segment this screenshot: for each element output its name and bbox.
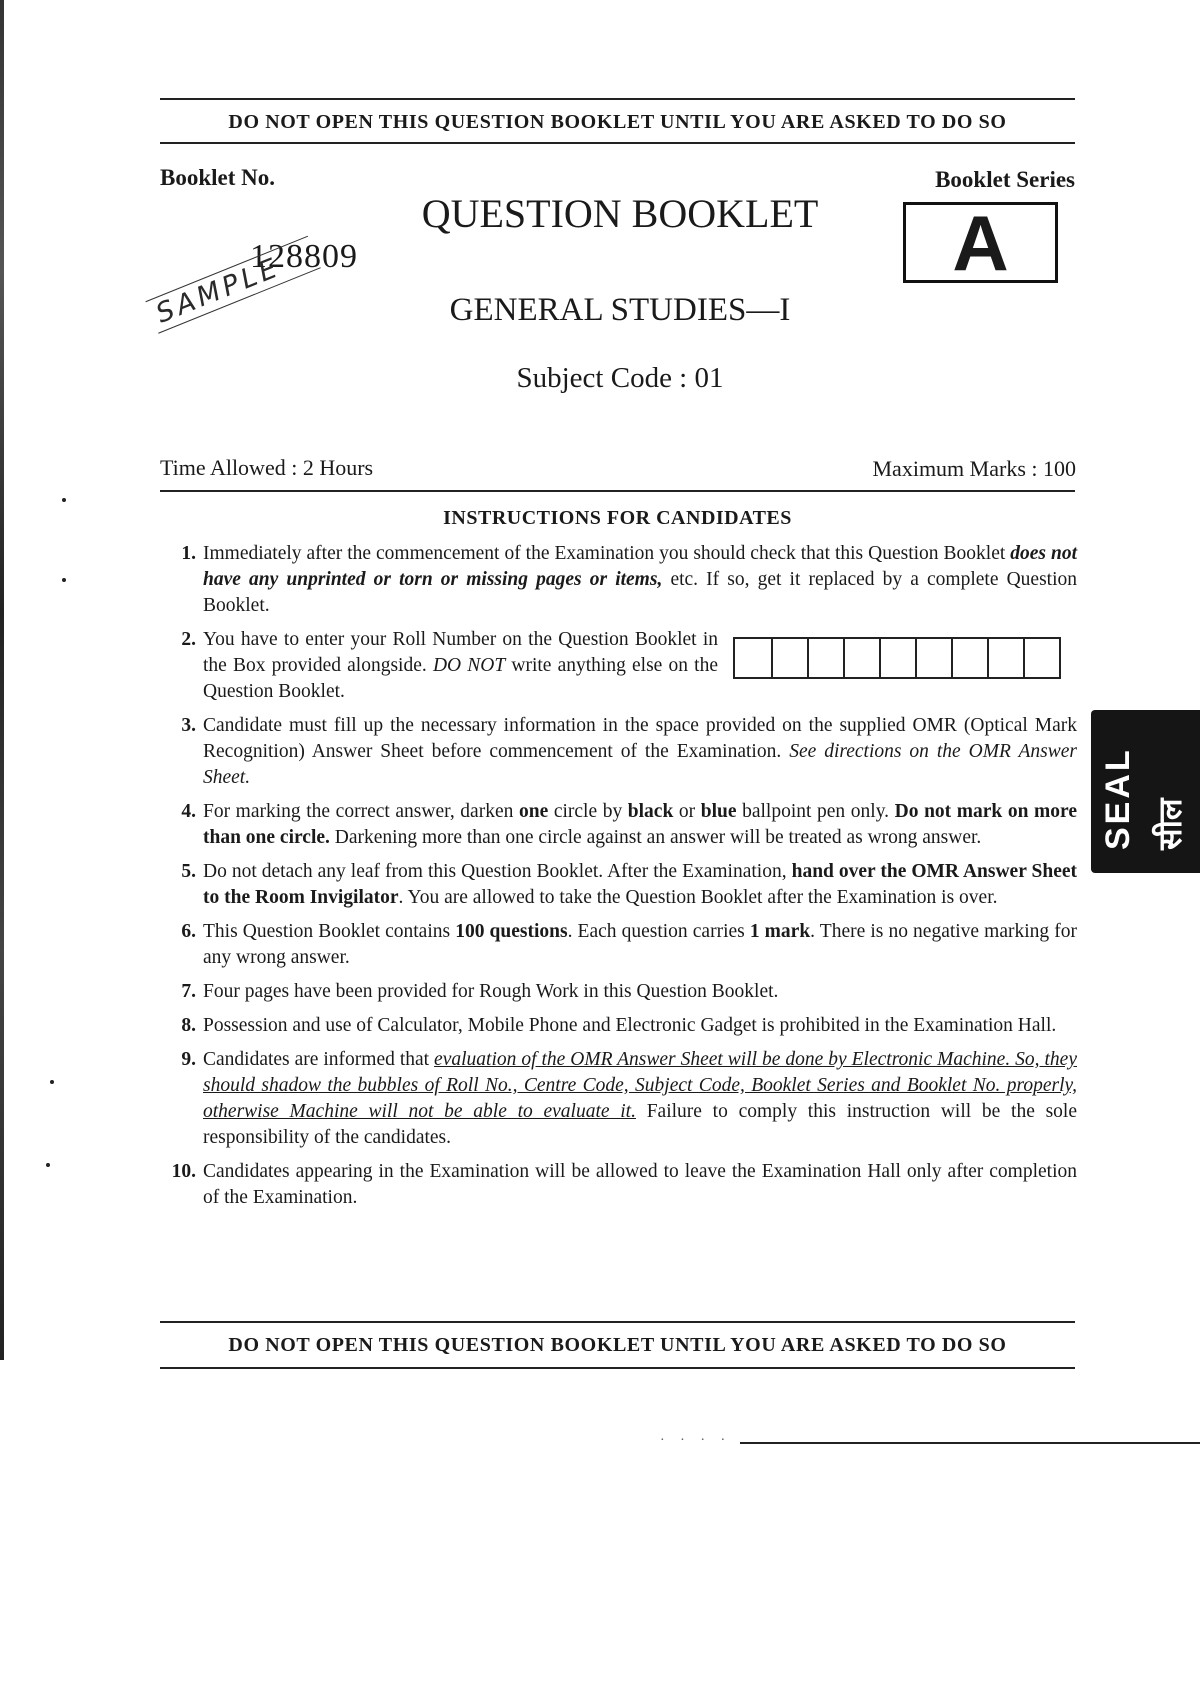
booklet-series-value: A (952, 198, 1009, 287)
instruction-text-run: does not have any unprinted or torn or missing pages or items, (203, 543, 1077, 590)
roll-number-cell[interactable] (843, 639, 879, 677)
instruction-text-run: Candidates appearing in the Examination will be allowed to leave the Examination Hall only after completion of the Examination. (203, 1161, 1077, 1208)
instruction-text-run: circle by (548, 801, 628, 822)
section-rule (160, 490, 1075, 492)
subject-code: Subject Code : 01 (516, 362, 724, 394)
top-warning-banner: DO NOT OPEN THIS QUESTION BOOKLET UNTIL YOU ARE ASKED TO DO SO (228, 111, 1007, 133)
instructions-list (160, 541, 1077, 1219)
instruction-item (160, 713, 1077, 791)
booklet-number-value: 128809 (250, 238, 358, 275)
binding-edge (0, 0, 4, 1360)
roll-number-cell[interactable] (735, 639, 771, 677)
bottom-warning-banner: DO NOT OPEN THIS QUESTION BOOKLET UNTIL YOU ARE ASKED TO DO SO (228, 1334, 1007, 1356)
instructions-heading: INSTRUCTIONS FOR CANDIDATES (443, 507, 792, 529)
instruction-text-run: DO NOT (432, 655, 506, 676)
instruction-text (203, 1159, 1077, 1211)
instruction-number: 8. (181, 1015, 196, 1036)
roll-number-cell[interactable] (915, 639, 951, 677)
instruction-number: 3. (181, 715, 196, 736)
instruction-text-run: Possession and use of Calculator, Mobile Phone and Electronic Gadget is prohibited in the Examination Hall. (203, 1015, 1057, 1036)
instruction-text-run: Do not mark on more than one circle. (203, 801, 1077, 848)
roll-number-cell[interactable] (987, 639, 1023, 677)
instruction-text-run: Immediately after the commencement of the Examination you should check that this Question Booklet (203, 543, 1011, 564)
booklet-number-label: Booklet No. (160, 165, 275, 190)
booklet-title: QUESTION BOOKLET (421, 191, 819, 236)
bottom-rule-lower (160, 1367, 1075, 1369)
instruction-text-run: Four pages have been provided for Rough Work in this Question Booklet. (203, 981, 779, 1002)
instruction-text-run: write anything else on the Question Booklet. (203, 655, 718, 702)
scan-speck (50, 1080, 54, 1084)
instruction-text-run: ballpoint pen only. (736, 801, 895, 822)
instruction-text-run: 1 mark (749, 921, 811, 942)
stamp-text: SAMPLE (151, 251, 286, 330)
instruction-number: 4. (181, 801, 196, 822)
instruction-text (203, 1013, 1077, 1039)
instruction-text-run: You have to enter your Roll Number on the Question Booklet in the Box provided alongside. (203, 629, 718, 676)
instruction-item (160, 1013, 1077, 1039)
instruction-text (203, 919, 1077, 971)
roll-number-cell[interactable] (771, 639, 807, 677)
instruction-text-run: See directions on the OMR Answer Sheet. (203, 741, 1077, 788)
instruction-text-run: . Each question carries (567, 921, 750, 942)
roll-number-cell[interactable] (807, 639, 843, 677)
instruction-text-run: etc. If so, get it replaced by a complete Question Booklet. (203, 569, 1078, 616)
instruction-number: 9. (181, 1049, 196, 1070)
roll-number-cell[interactable] (879, 639, 915, 677)
instruction-item (160, 627, 1077, 705)
instruction-text-run: black (627, 801, 674, 822)
scan-speck (62, 498, 66, 502)
sample-stamp (145, 236, 320, 334)
instruction-text (203, 713, 1077, 791)
bottom-rule-upper (160, 1321, 1075, 1323)
instruction-text-run: or (673, 801, 701, 822)
instruction-text (203, 799, 1077, 851)
instruction-text-run: 100 questions (455, 921, 568, 942)
instruction-item (160, 1047, 1077, 1151)
roll-number-cell[interactable] (951, 639, 987, 677)
instruction-number: 2. (181, 629, 196, 650)
scan-speck (62, 578, 66, 582)
instruction-text (203, 859, 1077, 911)
instruction-text-run: evaluation of the OMR Answer Sheet will be done by Electronic Machine. So, they should shadow the bubbles of Roll No., Centre Code, Subject Code, Booklet Series and Booklet No. properly, otherwise Machine will not be able to evaluate it. (203, 1049, 1077, 1122)
instruction-text (203, 979, 1077, 1005)
booklet-series-label: Booklet Series (935, 167, 1075, 192)
seal-label-english: SEAL (1099, 747, 1137, 850)
top-rule-lower (160, 142, 1075, 144)
instruction-item (160, 859, 1077, 911)
instruction-text (203, 1047, 1077, 1151)
instruction-number: 6. (181, 921, 196, 942)
instruction-text-run: . You are allowed to take the Question Booklet after the Examination is over. (398, 887, 998, 908)
instruction-text-run: Do not detach any leaf from this Question Booklet. After the Examination, (203, 861, 792, 882)
time-allowed: Time Allowed : 2 Hours (160, 455, 374, 480)
instruction-item (160, 1159, 1077, 1211)
subject-title: GENERAL STUDIES—I (449, 292, 791, 328)
instruction-text (203, 541, 1077, 619)
booklet-series-box (903, 198, 1058, 287)
instruction-text-run: Darkening more than one circle against an answer will be treated as wrong answer. (329, 827, 982, 848)
instruction-text-run: Candidates are informed that (203, 1049, 435, 1070)
instruction-item (160, 919, 1077, 971)
instruction-text-run: one (518, 801, 549, 822)
maximum-marks: Maximum Marks : 100 (872, 456, 1076, 481)
instruction-text-run: Failure to comply this instruction will be the sole responsibility of the candidates. (203, 1101, 1078, 1148)
top-rule (160, 98, 1075, 100)
instruction-number: 10. (171, 1161, 196, 1182)
scan-speck (46, 1163, 50, 1167)
instruction-number: 5. (181, 861, 196, 882)
instruction-text-run: . There is no negative marking for any wrong answer. (203, 921, 1077, 968)
roll-number-box[interactable] (733, 637, 1061, 679)
scan-dots: · · · · (660, 1433, 732, 1448)
page-fold-line (740, 1442, 1200, 1444)
seal-tab (1091, 710, 1200, 873)
roll-number-cell[interactable] (1023, 639, 1059, 677)
instruction-number: 1. (181, 543, 196, 564)
instruction-text-run: blue (700, 801, 737, 822)
instruction-text-run: Candidate must fill up the necessary information in the space provided on the supplied OMR (Optical Mark Recognition) Answer Sheet before commencement of the Examination. (203, 715, 1077, 762)
instruction-text-run: For marking the correct answer, darken (203, 801, 519, 822)
instruction-item (160, 799, 1077, 851)
instruction-text (203, 627, 718, 705)
instruction-text-run: This Question Booklet contains (203, 921, 456, 942)
instruction-number: 7. (181, 981, 196, 1002)
seal-label-hindi: सील (1151, 798, 1189, 850)
instruction-text-run: hand over the OMR Answer Sheet to the Room Invigilator (203, 861, 1078, 908)
instruction-item (160, 541, 1077, 619)
instruction-item (160, 979, 1077, 1005)
